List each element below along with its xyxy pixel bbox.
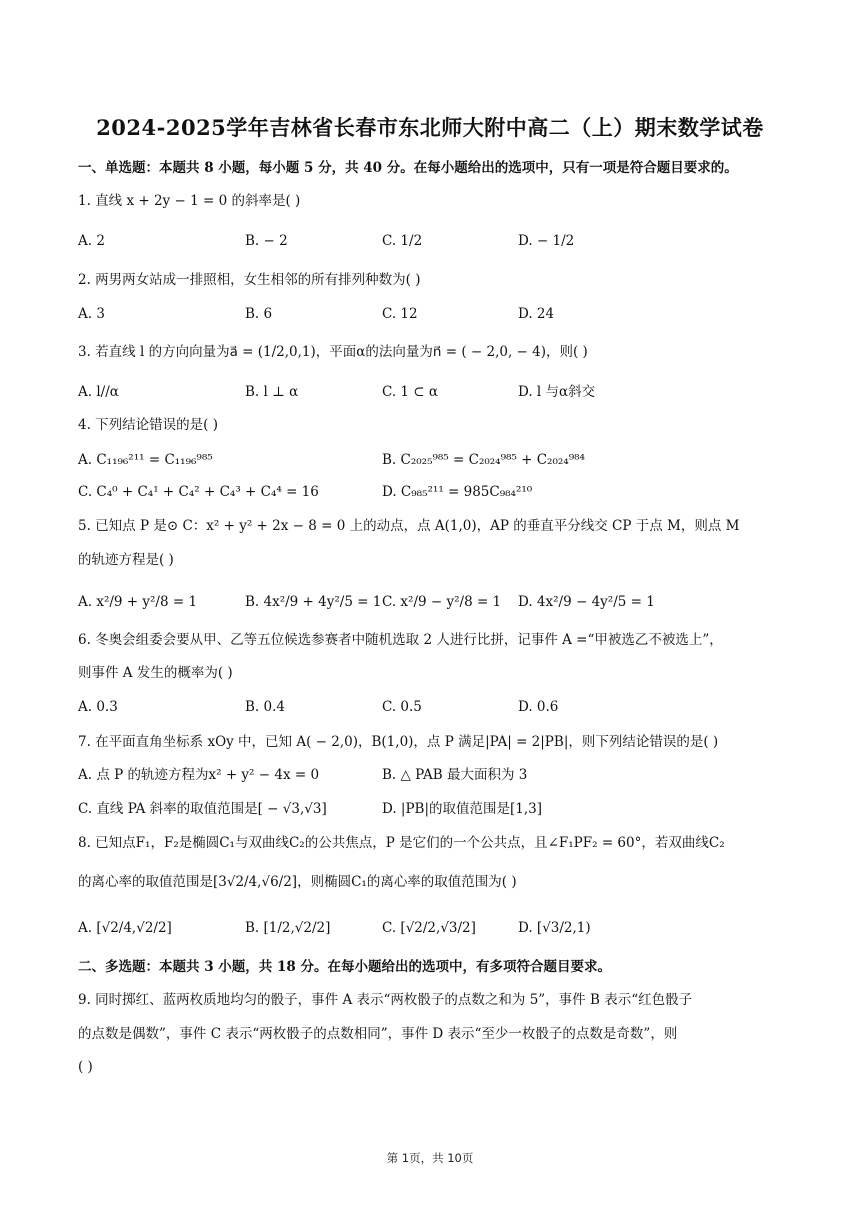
- question-7-option-d: D. |PB|的取值范围是[1,3]: [382, 801, 543, 817]
- question-2-option-d: D. 24: [518, 306, 555, 322]
- question-5-option-c: C. x²/9 − y²/8 = 1: [382, 594, 502, 610]
- question-4-stem: 4. 下列结论错误的是( ): [78, 417, 218, 433]
- question-6-option-b: B. 0.4: [245, 699, 285, 715]
- question-4-option-b: B. C₂₀₂₅⁹⁸⁵ = C₂₀₂₄⁹⁸⁵ + C₂₀₂₄⁹⁸⁴: [382, 452, 585, 468]
- question-7-option-c: C. 直线 PA 斜率的取值范围是[ − √3,√3]: [78, 801, 327, 817]
- question-8-option-d: D. [√3/2,1): [518, 920, 591, 936]
- question-6-option-a: A. 0.3: [78, 699, 118, 715]
- section-multiple-choice-heading: 二、多选题：本题共 3 小题，共 18 分。在每小题给出的选项中，有多项符合题目要求。: [78, 959, 611, 975]
- question-1-option-d: D. − 1/2: [518, 233, 575, 249]
- question-1-option-b: B. − 2: [245, 233, 288, 249]
- question-2-option-a: A. 3: [78, 306, 105, 322]
- question-8-option-a: A. [√2/4,√2/2]: [78, 920, 172, 936]
- question-8-option-c: C. [√2/2,√3/2]: [382, 920, 476, 936]
- question-9-line-2: 的点数是偶数”，事件 C 表示“两枚骰子的点数相同”，事件 D 表示“至少一枚骰子的点数是奇数”，则: [78, 1026, 678, 1042]
- question-3-option-c: C. 1 ⊂ α: [382, 384, 439, 400]
- question-4-option-d: D. C₉₈₅²¹¹ = 985C₉₈₄²¹⁰: [382, 484, 533, 500]
- question-3-option-d: D. l 与α斜交: [518, 384, 596, 400]
- question-6-stem-line-1: 6. 冬奥会组委会要从甲、乙等五位候选参赛者中随机选取 2 人进行比拼，记事件 A =“甲被选乙不被选上”，: [78, 632, 723, 648]
- question-6-option-d: D. 0.6: [518, 699, 559, 715]
- question-2-option-b: B. 6: [245, 306, 273, 322]
- question-9-line-3: ( ): [78, 1059, 93, 1075]
- question-3-stem: 3. 若直线 l 的方向向量为a⃗ = (1/2,0,1)，平面α的法向量为n⃗ = ( − 2,0, − 4)，则( ): [78, 344, 588, 360]
- question-8-option-b: B. [1/2,√2/2]: [245, 920, 331, 936]
- question-4-option-c: C. C₄⁰ + C₄¹ + C₄² + C₄³ + C₄⁴ = 16: [78, 484, 319, 500]
- question-6-option-c: C. 0.5: [382, 699, 422, 715]
- question-1-stem: 1. 直线 x + 2y − 1 = 0 的斜率是( ): [78, 193, 301, 209]
- question-6-stem-line-2: 则事件 A 发生的概率为( ): [78, 665, 233, 681]
- question-3-option-a: A. l//α: [78, 384, 119, 400]
- question-7-option-a: A. 点 P 的轨迹方程为x² + y² − 4x = 0: [78, 767, 320, 783]
- question-5-option-a: A. x²/9 + y²/8 = 1: [78, 594, 198, 610]
- question-1-option-c: C. 1/2: [382, 233, 423, 249]
- page-title: 2024-2025学年吉林省长春市东北师大附中高二（上）期末数学试卷: [96, 115, 764, 140]
- question-8-stem-line-1: 8. 已知点F₁，F₂是椭圆C₁与双曲线C₂的公共焦点，P 是它们的一个公共点，且∠F₁PF₂ = 60°，若双曲线C₂: [78, 835, 725, 851]
- question-5-stem-line-2: 的轨迹方程是( ): [78, 552, 174, 568]
- question-5-option-b: B. 4x²/9 + 4y²/5 = 1: [245, 594, 382, 610]
- question-8-stem-line-2: 的离心率的取值范围是[3√2/4,√6/2]，则椭圆C₁的离心率的取值范围为( ): [78, 874, 517, 890]
- question-9-line-1: 9. 同时掷红、蓝两枚质地均匀的骰子，事件 A 表示“两枚骰子的点数之和为 5”，事件 B 表示“红色骰子: [78, 992, 693, 1008]
- question-2-stem: 2. 两男两女站成一排照相，女生相邻的所有排列种数为( ): [78, 272, 421, 288]
- page-footer: 第 1页，共 10页: [386, 1151, 474, 1165]
- question-1-option-a: A. 2: [78, 233, 105, 249]
- question-3-option-b: B. l ⊥ α: [245, 384, 299, 400]
- question-5-option-d: D. 4x²/9 − 4y²/5 = 1: [518, 594, 655, 610]
- section-single-choice-heading: 一、单选题：本题共 8 小题，每小题 5 分，共 40 分。在每小题给出的选项中，只有一项是符合题目要求的。: [78, 160, 738, 176]
- question-5-stem-line-1: 5. 已知点 P 是⊙ C：x² + y² + 2x − 8 = 0 上的动点，点 A(1,0)，AP 的垂直平分线交 CP 于点 M，则点 M: [78, 518, 740, 534]
- question-4-option-a: A. C₁₁₉₆²¹¹ = C₁₁₉₆⁹⁸⁵: [78, 452, 213, 468]
- question-7-option-b: B. △ PAB 最大面积为 3: [382, 767, 528, 783]
- question-2-option-c: C. 12: [382, 306, 418, 322]
- question-7-stem: 7. 在平面直角坐标系 xOy 中，已知 A( − 2,0)，B(1,0)，点 P 满足|PA| = 2|PB|，则下列结论错误的是( ): [78, 734, 719, 750]
